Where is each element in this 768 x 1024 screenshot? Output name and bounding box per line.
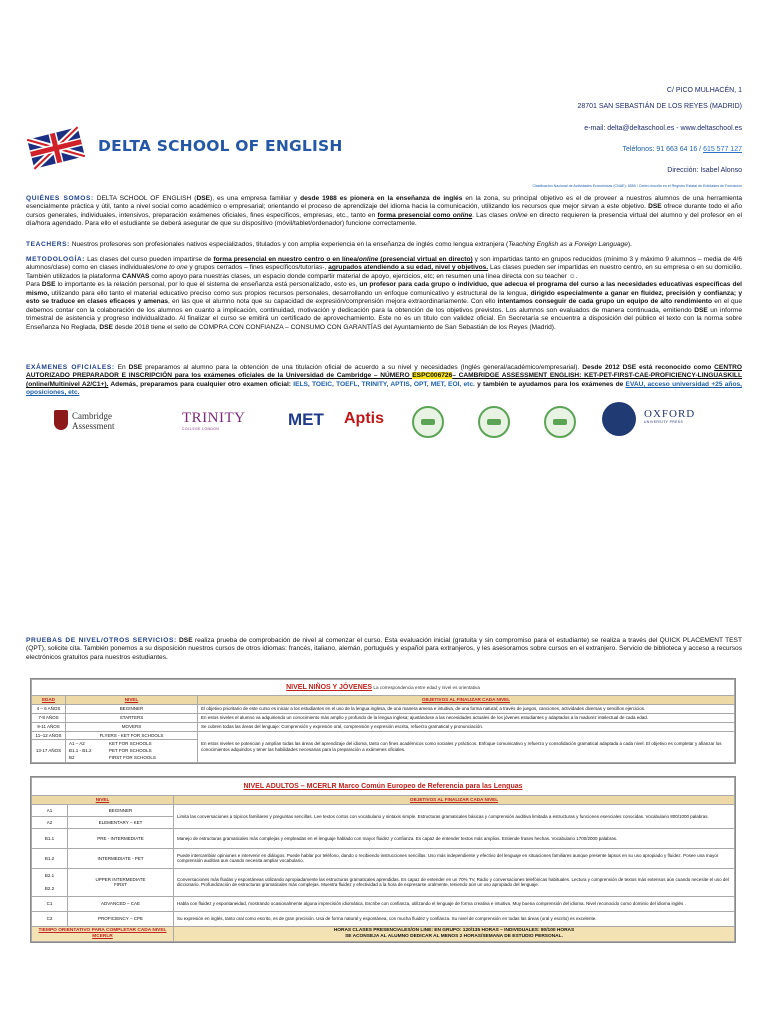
heading-metodologia: METODOLOGÍA: [26, 256, 86, 263]
table-title: NIVEL NIÑOS Y JÓVENES [286, 683, 373, 691]
text-bold: desde 1988 es pionera en la enseñanza de inglés [300, 195, 463, 202]
text: ), es una empresa familiar y [210, 195, 301, 202]
level-cell: BEGINNER [66, 704, 198, 713]
text: preparamos al alumno para la obtención de una titulación oficial de acuerdo a su nivel y necesidades (Inglés general/académico/empresarial). [142, 364, 583, 371]
oxford-logo [644, 408, 695, 424]
age-cell: 7-8 AÑOS [32, 713, 66, 722]
text: realiza prueba de comprobación de nivel al comenzar el curso. Esta evaluación inicial (gratuita y sin compromiso para el estudiante) se realiza a través del QUICK PLACEMENT TEST (QPT), solicite cita. También ponemos a su disposición nuestros cursos de otros idiomas: francés, italiano, alemán, portugués y español para extranjeros, y les asesoramos sobre cursos en el extranjero. Servicio de biblioteca y acceso a recursos electrónicos gratuitos para nuestros estudiantes. [26, 637, 742, 661]
director: Dirección: Isabel Alonso [667, 167, 742, 174]
exam-list: IELS, TOEIC, TOEFL, TRINITY, APTIS, OPT, MET, EOI, etc. [293, 380, 475, 388]
cambridge-text: Cambridge [72, 411, 112, 421]
level-cell: ELEMENTARY – KET [68, 816, 174, 828]
text-bold: forma presencial como [377, 211, 453, 219]
objective-cell: En estos niveles el alumno va adquiriendo un conocimiento más amplio y profundo de la lengua inglesa; ajustándose a las necesidades actuales de los jóvenes estudiantes y adaptados a la madurez intelectual de cada edad. [198, 713, 735, 722]
text: en la zona, su principal objetivo es el de proveer a nuestros alumnos de una herramienta esencialmente práctica y útil, tanto a nivel social como académico o empresarial; orientando el proceso de aprendizaje del idioma hacia la comunicación, utilizando los recursos que mejor sirvan a este objetivo. [26, 195, 742, 211]
heading-pruebas: PRUEBAS DE NIVEL/OTROS SERVICIOS: [26, 637, 177, 644]
canvas-name: CANVAS [122, 272, 150, 280]
text-underline: forma presencial en nuestro centro o en línea/ [213, 256, 359, 263]
table-row [32, 896, 735, 911]
text: lo importante es la relación personal, por lo que el sistema de enseñanza está personalizado, esto es, [55, 281, 360, 289]
text: En [114, 364, 129, 371]
table-row [32, 848, 735, 868]
footer-hours: HORAS CLASES PRESENCIALES/ON LINE: EN GRUPO: 120/135 HORAS – INDIVIDUALES: 80/100 HORAS [333, 927, 575, 933]
seal-badge-icon [478, 406, 510, 438]
text-bold: intentamos conseguir de cada grupo un equipo de alto rendimiento [497, 298, 713, 306]
table-row [32, 804, 735, 816]
contact-email [584, 125, 742, 132]
aptis-logo: Aptis [344, 410, 384, 427]
oxford-text: OXFORD [644, 408, 696, 420]
text-underline: EVAU, acceso universidad +25 años, oposiciones, etc. [26, 380, 742, 397]
level-code-cell: C1 [32, 896, 68, 911]
age-cell: 13-17 AÑOS [32, 740, 66, 763]
table-kids-title-cell [32, 680, 735, 696]
level-code: B2.1 [44, 873, 55, 879]
objective-cell: Habla con fluidez y espontaneidad, mostrando ocasionalmente alguna imprecisión idiomática. Escribe con confianza, utilizando el lenguaje de forma creativa e intuitiva. Muy buena comprensión del idioma. Nivel reconocido como dominio del idioma inglés . [174, 896, 735, 911]
text-underline: CENTRO AUTORIZADO PREPARADOR E INSCRIPCIÓN para los exámenes oficiales de la Universidad de Cambridge – NÚMERO [26, 364, 742, 380]
level-code-cell: C2 [32, 911, 68, 926]
trinity-subtext: COLLEGE LONDON [182, 427, 220, 431]
assessment-text: Assessment [72, 421, 115, 431]
text-italic: one to one [156, 264, 188, 272]
website-link[interactable]: www.deltaschool.es [680, 125, 742, 132]
objective-cell: Limita las conversaciones a tópicos familiares y preguntas sencillas. Lee textos cortos con vocabulario y sintaxis simple. Estructuras gramaticales básicas y comprensión auditiva limitada a estructuras y funciones esenciales conocidas. Vocabulario 800/1000 palabras. [174, 804, 735, 828]
level-cell: INTERMEDIATE - PET [68, 848, 174, 868]
text-italic: online [509, 211, 528, 219]
text: un informe trimestral de asistencia y progreso individualizado. Al finalizar el curso se emitirá un certificado de aprovechamiento. Este no es un título con validez oficial. En Secretaría se encuentra a disposición del público el texto con la norma sobre Enseñanza No Reglada, [26, 306, 742, 331]
level-cell: MOVERS [66, 722, 198, 731]
text: y son impartidas tanto en grupos reducidos (mínimo 3 y máximo 9 alumnos – media de 4/6 alumnos/clase) como en clases individuales/ [26, 256, 743, 272]
exam-name: KET FOR SCHOOLS [109, 741, 152, 747]
seal-badge-icon [544, 406, 576, 438]
met-logo: MET [288, 410, 324, 429]
logo-strip [26, 402, 742, 440]
level-code: B2.2 [44, 885, 55, 891]
exam-name: PET FOR SCHOOLS [109, 748, 152, 754]
objective-cell: El objetivo prioritario de este curso es iniciar a los estudiantes en el uso de la lengua inglesa, de una manera amena e intuitiva, de una forma natural; a través de juegos, canciones, actividades diversas y sencillos ejercicios. [198, 704, 735, 713]
objective-cell: Se cubren todas las áreas del lenguaje: Comprensión y expresión oral, comprensión y expresión escrita, refuerzo gramatical y pronunciación. [198, 722, 735, 731]
level-cell: ADVANCED – CAE [68, 896, 174, 911]
text-bold: agrupados atendiendo a su edad, nivel y objetivos. [328, 264, 489, 272]
objective-cell: Manejo de estructuras gramaticales más complejas y empleadas en el lenguaje hablado con mayor fluidez y confianza. Es capaz de entender textos más amplios. Entiende frases hechas. Vocabulario 1700/2000 palabras. [174, 828, 735, 848]
objective-cell: En estos niveles se potencian y amplían todas las áreas del aprendizaje del idioma, tanto con fines académicos como sociales y prácticos. Enfoque comunicativo y refuerzo y consolidación gramatical adaptada a cada nivel. El objetivo es completar y afianzar los conocimientos adquiridos y tener las habilidades necesarias para la preparación a exámenes oficiales. [198, 731, 735, 762]
oxford-seal-icon [602, 402, 636, 436]
text-bold: Además, preparamos para cualquier otro examen oficial: [108, 380, 294, 388]
objective-cell: Puede intercambiar opiniones e intervenir en diálogos. Puede hablar por teléfono, dando o recibiendo instrucciones sencillas. Uso más independiente y efectivo del lenguaje en situaciones familiares aunque presente lapsus en su uso apropiado y fluidez. Posee una mayor comprensión auditiva aun cuando necesita ampliar vocabulario. [174, 848, 735, 868]
column-header: OBJETIVOS AL FINALIZAR CADA NIVEL [174, 796, 735, 805]
heading-teachers: TEACHERS: [26, 241, 70, 248]
level-code-cell [32, 868, 68, 896]
text-bold: Desde 2012 DSE está reconocido como [582, 364, 715, 371]
heading-examenes: EXÁMENES OFICIALES: [26, 364, 115, 371]
address-street: C/ PICO MULHACÉN, 1 [666, 87, 742, 94]
text: ofrece durante todo el año cursos generales, individuales, intensivos, preparación exámenes oficiales, fines específicos, empresas, etc., tanto en [26, 203, 742, 219]
level-cell [66, 740, 198, 763]
cefr-level: B1.1 - B1.2 [69, 748, 92, 754]
table-row [32, 868, 735, 896]
text: ). [627, 241, 632, 248]
trinity-logo [182, 410, 262, 436]
dse: DSE [694, 306, 708, 314]
table-kids [30, 678, 736, 764]
address-city: 28701 SAN SEBASTIÁN DE LOS REYES (MADRID) [577, 103, 742, 110]
text: Nuestros profesores son profesionales nativos especializados, titulados y con amplia experiencia en la enseñanza de inglés como lengua extranjera ( [69, 241, 509, 248]
level-name: UPPER INTERMEDIATE [95, 876, 146, 882]
heading-quienes: QUIÉNES SOMOS: [26, 195, 94, 202]
dse: DSE [179, 637, 193, 644]
trinity-text: TRINITY [182, 410, 246, 426]
text: Las clases pueden ser impartidas en nuestro centro, en su empresa o en su domicilio. También utilizados la plataforma [26, 264, 742, 280]
cambridge-shield-icon [54, 410, 68, 430]
uk-flag-icon [24, 125, 88, 171]
level-name: FIRST [114, 882, 127, 888]
text: utilizando para ello tanto el material educativo preciso como sus propios recursos personales, desarrollando un enfoque comunicativo y estructural de la lengua, [49, 289, 531, 297]
footer-left-cell: TIEMPO ORIENTATIVO PARA COMPLETAR CADA NIVEL MCERLR [32, 926, 174, 941]
dse: DSE [648, 203, 662, 211]
level-cell: PRE - INTERMEDIATE [68, 828, 174, 848]
section-metodologia [26, 256, 742, 332]
column-header: EDAD [32, 696, 66, 705]
table-adults [30, 776, 736, 943]
level-cell: PROFICIENCY – CPE [68, 911, 174, 926]
cambridge-logo [54, 410, 132, 434]
text-bold: un profesor para cada grupo o individuo, que adecua el programa del curso a las necesidades educativas específicas del mismo, [26, 281, 742, 297]
section-pruebas [26, 637, 742, 662]
column-header: NIVEL [32, 796, 174, 805]
exam-name: FIRST FOR SCHOOLS [109, 755, 156, 761]
level-cell [68, 868, 174, 896]
column-header: OBJETIVOS AL FINALIZAR CADA NIVEL [198, 696, 735, 705]
table-row [32, 911, 735, 926]
table-row [32, 704, 735, 713]
text-italic: online [358, 256, 379, 263]
center-number: ESPC006726 [412, 372, 453, 380]
table-row [32, 722, 735, 731]
table-row [32, 731, 735, 740]
age-cell: 4 – 6 AÑOS [32, 704, 66, 713]
text: en el que debemos contar con la colaboración de los alumnos en cuanto a implicación, continuidad, motivación y dedicación para la obtención de los objetivos previstos. Los alumnos son evaluados de manera continuada, emitiendo [26, 298, 743, 314]
phones-text: Teléfonos: 91 663 64 16 / [622, 146, 704, 153]
level-code-cell: B1.2 [32, 848, 68, 868]
text: , en las que el alumno nota que su capacidad de expresión/comprensión mejora extraordinariamente. Con ello [168, 298, 498, 306]
age-cell: 9-11 AÑOS [32, 722, 66, 731]
objective-cell: Conversaciones más fluidas y espontáneas utilizando apropiadamente las estructuras gramaticales aprendidas. Es capaz de entender en un 70% TV, Radio y conversaciones telefónicas habituales. Lectura y comprensión de textos más extensos aún cuando necesite el uso del diccionario. Profundización de estructuras gramaticales más complejas. Muestra fluidez y efectividad a la hora de expresarse oralmente, teniendo aún un uso apropiado del lenguaje. [174, 868, 735, 896]
footer-right-cell [174, 926, 735, 941]
text-underline: (presencial virtual en directo) [378, 256, 473, 263]
level-code-cell: B1.1 [32, 828, 68, 848]
level-cell: STARTERS [66, 713, 198, 722]
classification-note: Clasificación Nacional de Actividades Económicas (CNAE): 8559 / Centro inscrito en el Registro Estatal de Entidades de Formación [532, 184, 742, 188]
dse: DSE [128, 364, 143, 371]
level-cell: FLYERS - KET FOR SCHOOLS [66, 731, 198, 740]
cefr-level: B2 [69, 755, 75, 761]
text: Para [26, 281, 42, 289]
dse: DSE [196, 195, 211, 202]
brand-name: DELTA SCHOOL OF ENGLISH [98, 137, 343, 155]
level-code-cell: A1 [32, 804, 68, 816]
cefr-level: A1 – A2 [69, 741, 85, 747]
footer-advice: SE ACONSEJA AL ALUMNO DEDICAR AL MENOS 2 HORAS/SEMANA DE ESTUDIO PERSONAL. [345, 934, 563, 940]
oxford-subtext: UNIVERSITY PRESS [644, 420, 684, 424]
table-row [32, 828, 735, 848]
seal-badge-icon [412, 406, 444, 438]
text-italic: online [452, 211, 473, 219]
text-bold: y también te ayudamos para los exámenes de [474, 380, 626, 388]
text: . Las clases [472, 211, 510, 219]
objective-cell: Su expresión en inglés, tanto oral como escrito, es de gran precisión. Usa de forma natural y espontánea, con mucha fluidez y confianza. Su nivel de comprensión en todas las áreas (oral y escrito) es excelente. [174, 911, 735, 926]
age-cell: 11–12 AÑOS [32, 731, 66, 740]
text-bold: dirigido especialmente a ganar en fluidez, precisión y confianza; y esto se traduce en clases eficaces y amenas [26, 289, 742, 306]
text: desde 2018 tiene el sello de COMPRA CON CONFIANZA – CONSUMO CON GARANTÍAS del Ayuntamiento de San Sebastián de los Reyes (Madrid). [112, 323, 556, 331]
dse: DSE [99, 323, 113, 331]
phone-link[interactable]: 615 577 127 [703, 146, 742, 153]
text: en directo requieren la presencia virtual del alumno y del profesor en el día/hora agendado. Para ello el estudiante se deberá asegurar de que su dispositivo (móvil/tablet/ordenador) funcione correctamente. [26, 211, 742, 228]
table-row [32, 713, 735, 722]
section-teachers [26, 241, 742, 249]
table-adults-title-cell [32, 778, 735, 796]
level-code-cell: A2 [32, 816, 68, 828]
column-header: NIVEL [66, 696, 198, 705]
text: DELTA SCHOOL OF ENGLISH ( [93, 195, 197, 202]
text-italic: Teaching English as a Foreign Language [508, 241, 628, 248]
text: como apoyo para nuestras clases, un espacio donde compartir material de apoyo, ejercicios, etc; en resumen una línea directa con su teacher ☺. [149, 272, 578, 280]
contact-phones [623, 146, 743, 153]
level-cell: BEGINNER [68, 804, 174, 816]
section-examenes [26, 364, 742, 398]
email-text: e-mail: delta@deltaschool.es - [584, 125, 681, 132]
table-title: NIVEL ADULTOS – MCERLR Marco Común Europeo de Referencia para las Lenguas [243, 782, 523, 790]
table-subtitle: La correspondencia entre edad y nivel es orientativa [372, 684, 480, 690]
table-footer-row [32, 926, 735, 941]
text: Las clases del curso pueden impartirse de [85, 256, 214, 263]
text: y grupos cerrados – fines específicos/tutorías-, [187, 264, 329, 272]
text-underline: – CAMBRIDGE ASSESSMENT ENGLISH: KET-PET-FIRST-CAE-PROFICIENCY-LINGUASKILL (online/Multinivel A2/C1+). [26, 372, 742, 388]
dse: DSE [41, 281, 56, 289]
section-quienes-somos [26, 195, 742, 229]
